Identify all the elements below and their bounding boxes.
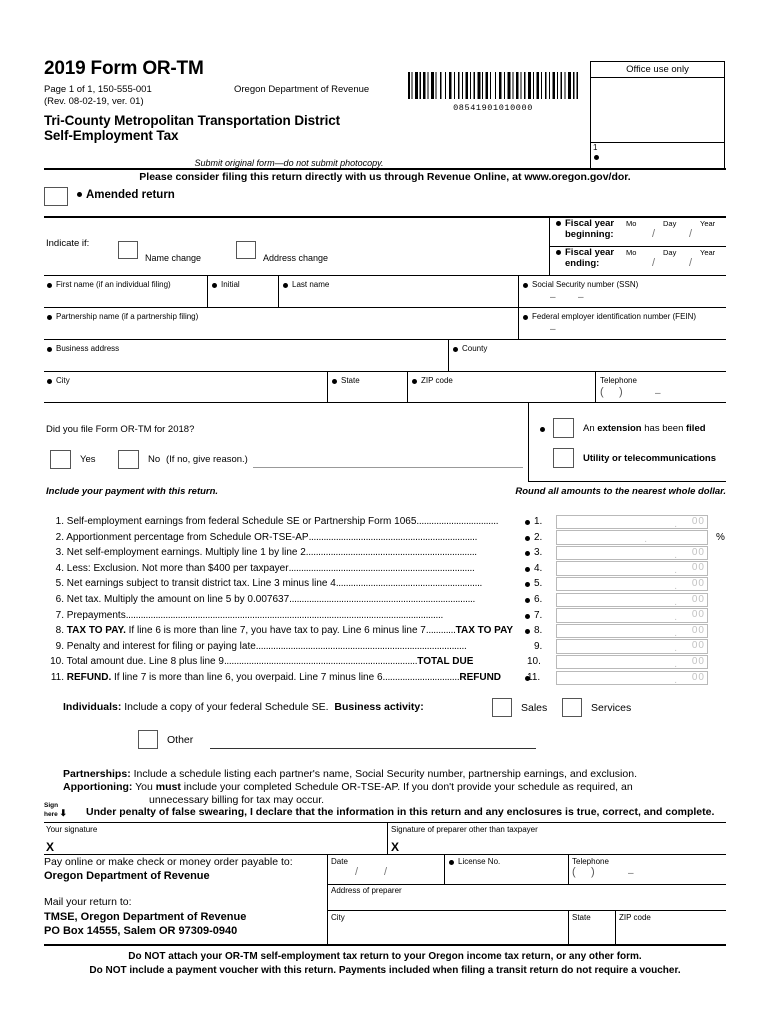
- barcode-number: 08541901010000: [453, 103, 533, 113]
- preparer-signature-x-mark: [391, 840, 399, 854]
- tax-line-trailing-label: TAX TO PAY: [455, 625, 514, 637]
- form-long-title-line1: Tri-County Metropolitan Transportation District: [44, 113, 341, 128]
- submit-original-note: Submit original form—do not submit photocopy.: [194, 158, 384, 168]
- telephone-dash: –: [655, 388, 661, 399]
- fiscal-end-year-label: Year: [700, 248, 716, 257]
- county-bullet-icon: [453, 347, 458, 352]
- tax-line-number-right: 6.: [534, 594, 543, 605]
- first-name-label: First name (if an individual filing): [56, 280, 171, 289]
- business-address-bullet-icon: [47, 347, 52, 352]
- divider-row1-bottom: [44, 307, 726, 308]
- tax-line-text: Net self-employment earnings. Multiply line 1 by line 2: [66, 547, 306, 559]
- other-label: Other: [167, 734, 194, 746]
- form-long-title: [44, 113, 340, 143]
- fiscal-begin-day-label: Day: [663, 219, 677, 228]
- last-name-bullet-icon: [283, 283, 288, 288]
- cents-placeholder: 00: [691, 593, 705, 605]
- office-use-box: [590, 61, 725, 169]
- divider-license-left: [444, 855, 445, 885]
- divider-bottom: [44, 944, 726, 946]
- barcode-image: [408, 72, 578, 99]
- services-label: Services: [591, 702, 632, 714]
- ssn-bullet-icon: [523, 283, 528, 288]
- amount-input-line-6[interactable]: [556, 593, 708, 608]
- cents-placeholder: 00: [691, 609, 705, 621]
- tax-line-bullet-icon: [525, 629, 530, 634]
- preparer-telephone-parens: ( ): [572, 866, 595, 878]
- tax-line-bullet-icon: [525, 536, 530, 541]
- utility-telecom-label: Utility or telecommunications: [583, 453, 717, 464]
- utility-telecom-checkbox[interactable]: [553, 448, 574, 468]
- tax-line-number-right: 8.: [534, 625, 543, 637]
- tax-line-number: 6.: [55, 594, 64, 605]
- sign-here-arrow-icon: ⬇: [59, 807, 68, 818]
- zip-label: ZIP code: [421, 376, 453, 385]
- license-no-label: License No.: [458, 857, 501, 866]
- fiscal-begin-slash-1: /: [652, 228, 656, 240]
- tax-line-4-description: [48, 563, 474, 574]
- tax-line-5-description: [48, 578, 482, 589]
- ext-mid: has been: [641, 423, 686, 434]
- apportioning-post: include your completed Schedule OR-TSE-AP. If you don't provide your schedule as required, an: [180, 781, 633, 793]
- divider-initial-left: [207, 276, 208, 308]
- amount-input-line-9[interactable]: [556, 639, 708, 654]
- form-header: [44, 58, 370, 143]
- revision-line: (Rev. 08-02-19, ver. 01): [44, 95, 144, 107]
- amount-input-line-3[interactable]: [556, 546, 708, 561]
- tax-line-text: Net tax. Multiply the amount on line 5 by 0.007637: [66, 594, 290, 605]
- footer-line2: Do NOT include a payment voucher with this return. Payments included when filing a transit return do not require a voucher.: [89, 965, 681, 976]
- decimal-point-marker: .: [674, 612, 677, 624]
- divider-preparer-phone-left: [568, 855, 569, 885]
- decimal-point-marker: .: [674, 518, 677, 530]
- tax-line-10-description: [48, 656, 473, 667]
- tax-line-leader: ................................................................................................................................: [125, 609, 443, 621]
- first-name-bullet-icon: [47, 283, 52, 288]
- your-signature-label: Your signature: [46, 825, 98, 834]
- date-slash-1: /: [355, 866, 359, 878]
- apportioning-pre: You: [135, 781, 156, 793]
- tax-line-leader: ...........................................................: [335, 578, 483, 590]
- tax-line-text: Apportionment percentage from Schedule OR-TSE-AP: [66, 531, 309, 543]
- payee-name: Oregon Department of Revenue: [44, 870, 210, 882]
- divider-row3-bottom: [44, 371, 726, 372]
- name-change-checkbox[interactable]: [118, 241, 138, 259]
- fiscal-year-ending-label: [565, 247, 614, 269]
- tax-line-text: Self-employment earnings from federal Schedule SE or Partnership Form 1065: [66, 516, 417, 527]
- tax-line-number-right: 4.: [534, 562, 543, 574]
- include-payment-note: Include your payment with this return.: [46, 486, 219, 497]
- divider-preparer-block-left: [327, 855, 328, 945]
- city-bullet-icon: [47, 379, 52, 384]
- decimal-point-marker: .: [674, 658, 677, 670]
- divider-extension-bottom: [528, 481, 726, 482]
- office-use-label: Office use only: [591, 62, 724, 78]
- tax-line-number-right: 7.: [534, 609, 543, 621]
- individuals-text: Include a copy of your federal Schedule SE.: [124, 701, 329, 713]
- form-subheader: [44, 84, 370, 107]
- round-amounts-note: Round all amounts to the nearest whole dollar.: [515, 486, 726, 497]
- date-slash-2: /: [384, 866, 388, 878]
- page-number-line: Page 1 of 1, 150-555-001: [44, 84, 152, 95]
- partnership-name-bullet-icon: [47, 315, 52, 320]
- fein-label: Federal employer identification number (FEIN): [532, 312, 697, 321]
- decimal-point-marker: .: [674, 565, 677, 577]
- divider-phone-left: [595, 372, 596, 403]
- tax-line-text: TAX TO PAY. If line 6 is more than line 7, you have tax to pay. Line 6 minus line 7: [66, 625, 426, 637]
- fein-dash-1: –: [550, 324, 556, 335]
- tax-line-text: Penalty and interest for filing or paying late: [66, 640, 256, 652]
- tax-line-number: 11.: [50, 672, 64, 683]
- tax-line-leader: .....................................................................................: [255, 640, 467, 652]
- tax-line-leader: ...............................: [382, 672, 460, 683]
- decimal-point-marker: .: [674, 596, 677, 608]
- ssn-label: Social Security number (SSN): [532, 280, 639, 289]
- tax-line-bullet-icon: [525, 598, 530, 603]
- partnerships-instruction: [63, 768, 637, 780]
- business-address-label: Business address: [56, 344, 120, 353]
- prior-year-yes-label: Yes: [80, 454, 96, 465]
- tax-line-2-description: [48, 532, 477, 543]
- ext-b1: extension: [597, 423, 642, 434]
- amount-input-line-1[interactable]: [556, 515, 708, 530]
- office-use-lower: [591, 142, 724, 168]
- tax-line-11-description: [48, 672, 501, 683]
- partnerships-bold: Partnerships:: [63, 768, 131, 780]
- prior-year-no-checkbox[interactable]: [118, 450, 139, 469]
- business-activity-bold: Business activity:: [334, 701, 424, 713]
- amount-input-line-5[interactable]: [556, 577, 708, 592]
- divider-preparer-row1: [327, 884, 726, 885]
- decimal-point-marker: .: [674, 674, 677, 686]
- business-activity-sales-checkbox[interactable]: [492, 698, 512, 717]
- fiscal-begin-l1: Fiscal year: [565, 218, 615, 229]
- partnerships-text: Include a schedule listing each partner's name, Social Security number, partnership earnings, and exclusion.: [133, 768, 637, 780]
- prior-year-reason-input[interactable]: [253, 467, 523, 468]
- individuals-bold: Individuals:: [63, 701, 122, 713]
- your-signature-x-mark: [46, 840, 54, 854]
- license-bullet-icon: [449, 860, 454, 865]
- fiscal-end-l1: Fiscal year: [565, 247, 615, 258]
- amended-return-checkbox[interactable]: [44, 187, 68, 206]
- tax-line-number-right: 2.: [534, 531, 543, 543]
- county-label: County: [462, 344, 488, 353]
- tax-line-number: 8.: [55, 625, 64, 637]
- ssn-dash-2: –: [578, 292, 584, 303]
- tax-line-1-description: [48, 516, 498, 527]
- divider-row4-bottom: [44, 402, 726, 403]
- divider-preparer-row2: [327, 910, 726, 911]
- divider-signature-bottom: [44, 854, 726, 855]
- amount-input-line-7[interactable]: [556, 608, 708, 623]
- x1: X: [46, 840, 55, 854]
- fiscal-end-slash-1: /: [652, 257, 656, 269]
- divider-indicate-bottom: [44, 275, 726, 276]
- fiscal-end-day-label: Day: [663, 248, 677, 257]
- amount-input-line-4[interactable]: [556, 561, 708, 576]
- decimal-point-marker: .: [674, 643, 677, 655]
- tax-line-leader: ....................................................................: [308, 531, 478, 543]
- tax-line-number: 5.: [55, 578, 64, 590]
- address-change-label: Address change: [263, 253, 329, 263]
- name-change-label: Name change: [145, 253, 202, 263]
- fiscal-begin-mo-label: Mo: [626, 219, 637, 228]
- fiscal-end-slash-2: /: [689, 257, 693, 269]
- x2: X: [391, 840, 400, 854]
- fiscal-begin-bullet-icon: [556, 221, 561, 226]
- tax-line-number-right: 11.: [527, 672, 541, 683]
- decimal-point-marker: .: [674, 549, 677, 561]
- indicate-if-label: Indicate if:: [46, 238, 90, 249]
- tax-line-bullet-icon: [525, 551, 530, 556]
- tax-line-number-right: 5.: [534, 578, 543, 590]
- tax-line-text: Prepayments: [66, 609, 126, 621]
- office-use-bullet-icon: [594, 155, 599, 160]
- preparer-state-label: State: [572, 913, 591, 922]
- address-of-preparer-label: Address of preparer: [331, 886, 402, 895]
- apportioning-instruction: [63, 781, 633, 793]
- mail-address-line1: TMSE, Oregon Department of Revenue: [44, 911, 247, 923]
- tax-line-leader: ..............................................................................: [223, 656, 418, 668]
- cents-placeholder: 00: [691, 655, 705, 667]
- extension-filed-checkbox[interactable]: [553, 418, 574, 438]
- apportioning-must: must: [155, 781, 181, 793]
- page-title: 2019 Form OR-TM: [44, 58, 204, 79]
- cents-placeholder: 00: [691, 640, 705, 652]
- tax-line-leader: ............: [425, 625, 456, 637]
- preparer-signature-label: Signature of preparer other than taxpayer: [391, 825, 538, 834]
- fiscal-year-beginning-label: [565, 218, 614, 240]
- tax-line-leader: .....................................................................: [305, 547, 477, 559]
- mail-address-line2: PO Box 14555, Salem OR 97309-0940: [44, 925, 238, 937]
- divider-zip-left: [407, 372, 408, 403]
- fiscal-end-bullet-icon: [556, 250, 561, 255]
- tax-line-number: 10.: [50, 656, 64, 668]
- prior-year-no-reason-label: (If no, give reason.): [166, 454, 248, 465]
- tax-line-3-description: [48, 547, 477, 558]
- cents-placeholder: 00: [691, 671, 705, 683]
- last-name-label: Last name: [292, 280, 330, 289]
- ext-pre: An: [583, 423, 598, 434]
- tax-line-9-description: [48, 641, 466, 652]
- telephone-parens: ( ): [600, 386, 623, 398]
- percent-symbol: %: [716, 531, 725, 543]
- tax-line-bullet-icon: [525, 567, 530, 572]
- tax-line-text: Less: Exclusion. Not more than $400 per taxpayer: [66, 562, 289, 574]
- initial-label: Initial: [221, 280, 240, 289]
- prior-year-question: Did you file Form OR-TM for 2018?: [46, 424, 195, 435]
- preparer-telephone-label: Telephone: [572, 857, 609, 866]
- preparer-telephone-dash: –: [628, 868, 634, 879]
- consider-filing-note: Please consider filing this return directly with us through Revenue Online, at www.oregon.gov/dor.: [139, 171, 631, 183]
- cents-placeholder: 00: [691, 624, 705, 636]
- department-name: Oregon Department of Revenue: [234, 84, 370, 95]
- partnership-name-label: Partnership name (if a partnership filing): [56, 312, 199, 321]
- tax-line-leader: .................................: [416, 516, 499, 527]
- fiscal-end-mo-label: Mo: [626, 248, 637, 257]
- city-label: City: [56, 376, 70, 385]
- divider-lastname-left: [278, 276, 279, 308]
- tax-line-number: 7.: [55, 609, 64, 621]
- amount-input-line-10[interactable]: [556, 655, 708, 670]
- prior-year-yes-checkbox[interactable]: [50, 450, 71, 469]
- tax-line-text: Net earnings subject to transit district tax. Line 3 minus line 4: [66, 578, 336, 590]
- sign-here-l2: here: [44, 810, 58, 818]
- tax-line-7-description: [48, 610, 443, 621]
- amount-input-line-8[interactable]: [556, 624, 708, 639]
- preparer-city-label: City: [331, 913, 345, 922]
- state-bullet-icon: [332, 379, 337, 384]
- tax-line-8-description: [48, 625, 513, 636]
- amended-return-bullet-icon: [77, 192, 82, 197]
- amount-input-line-2[interactable]: [556, 530, 708, 545]
- tax-line-number-right: 3.: [534, 547, 543, 559]
- tax-line-leader: ...........................................................................: [288, 562, 475, 574]
- divider-ssn-left: [518, 276, 519, 340]
- tax-line-6-description: [48, 594, 475, 605]
- initial-bullet-icon: [212, 283, 217, 288]
- tax-line-number-right: 10.: [527, 656, 541, 668]
- fiscal-end-l2: ending:: [565, 258, 600, 269]
- tax-line-bullet-icon: [525, 582, 530, 587]
- extension-filed-label: [583, 423, 706, 434]
- office-use-one: 1: [593, 143, 598, 152]
- tax-line-number: 4.: [55, 562, 64, 574]
- fiscal-begin-year-label: Year: [700, 219, 716, 228]
- tax-line-number-right: 1.: [534, 516, 543, 527]
- fein-bullet-icon: [523, 315, 528, 320]
- telephone-label: Telephone: [600, 376, 637, 385]
- penalty-declaration: Under penalty of false swearing, I declare that the information in this return and any enclosures is true, correct, and complete.: [86, 806, 715, 818]
- tax-line-number: 9.: [55, 640, 64, 652]
- tax-line-text: Total amount due. Line 8 plus line 9: [66, 656, 224, 668]
- divider-preparer-state-left: [568, 911, 569, 945]
- divider-preparer-zip-left: [615, 911, 616, 945]
- cents-placeholder: 00: [691, 562, 705, 574]
- preparer-zip-label: ZIP code: [619, 913, 651, 922]
- tax-line-trailing-label: REFUND: [459, 672, 502, 683]
- business-activity-other-checkbox[interactable]: [138, 730, 158, 749]
- extension-bullet-icon: [540, 427, 545, 432]
- decimal-point-marker: .: [674, 627, 677, 639]
- decimal-point-marker: .: [644, 534, 647, 546]
- apportioning-bold: Apportioning:: [63, 781, 133, 793]
- divider-county-left: [448, 340, 449, 372]
- address-change-checkbox[interactable]: [236, 241, 256, 259]
- sign-here-label: [44, 802, 67, 818]
- fiscal-begin-l2: beginning:: [565, 229, 614, 240]
- mail-to-text: Mail your return to:: [44, 896, 132, 908]
- amended-return-label: Amended return: [86, 189, 175, 201]
- divider-preparer-sig-left: [387, 823, 388, 855]
- amount-input-line-11[interactable]: [556, 671, 708, 686]
- sign-here-l1: Sign: [44, 802, 59, 809]
- apportioning-instruction-line2: unnecessary billing for tax may occur.: [149, 794, 325, 806]
- divider-indicate-top: [44, 216, 726, 218]
- barcode-area: [408, 72, 578, 113]
- other-activity-input[interactable]: [210, 748, 536, 749]
- sales-label: Sales: [521, 702, 548, 714]
- divider-top: [44, 168, 726, 170]
- footer-line1: Do NOT attach your OR-TM self-employment tax return to your Oregon income tax return, or any other form.: [128, 951, 642, 962]
- tax-line-number: 1.: [55, 516, 64, 527]
- decimal-point-marker: .: [674, 580, 677, 592]
- pay-online-text: Pay online or make check or money order payable to:: [44, 856, 293, 868]
- state-label: State: [341, 376, 360, 385]
- date-label: Date: [331, 857, 348, 866]
- tax-line-number-right: 9.: [534, 640, 543, 652]
- tax-line-trailing-label: TOTAL DUE: [417, 656, 474, 668]
- cents-placeholder: 00: [691, 515, 705, 527]
- individuals-instruction: [63, 701, 424, 713]
- divider-state-left: [327, 372, 328, 403]
- business-activity-services-checkbox[interactable]: [562, 698, 582, 717]
- divider-signature-top: [44, 822, 726, 823]
- ssn-dash-1: –: [550, 292, 556, 303]
- prior-year-no-label: No: [148, 454, 161, 465]
- fiscal-begin-slash-2: /: [689, 228, 693, 240]
- ext-b2: filed: [686, 423, 706, 434]
- tax-line-number: 3.: [55, 547, 64, 559]
- tax-line-bullet-icon: [525, 614, 530, 619]
- cents-placeholder: 00: [691, 577, 705, 589]
- tax-line-text: REFUND. If line 7 is more than line 6, you overpaid. Line 7 minus line 6: [66, 672, 383, 683]
- tax-line-leader: ...........................................................................: [289, 594, 476, 605]
- form-long-title-line2: Self-Employment Tax: [44, 128, 179, 143]
- divider-extension-left: [528, 403, 529, 482]
- zip-bullet-icon: [412, 379, 417, 384]
- divider-row2-bottom: [44, 339, 726, 340]
- tax-line-number: 2.: [55, 531, 64, 543]
- tax-line-bullet-icon: [525, 520, 530, 525]
- cents-placeholder: 00: [691, 546, 705, 558]
